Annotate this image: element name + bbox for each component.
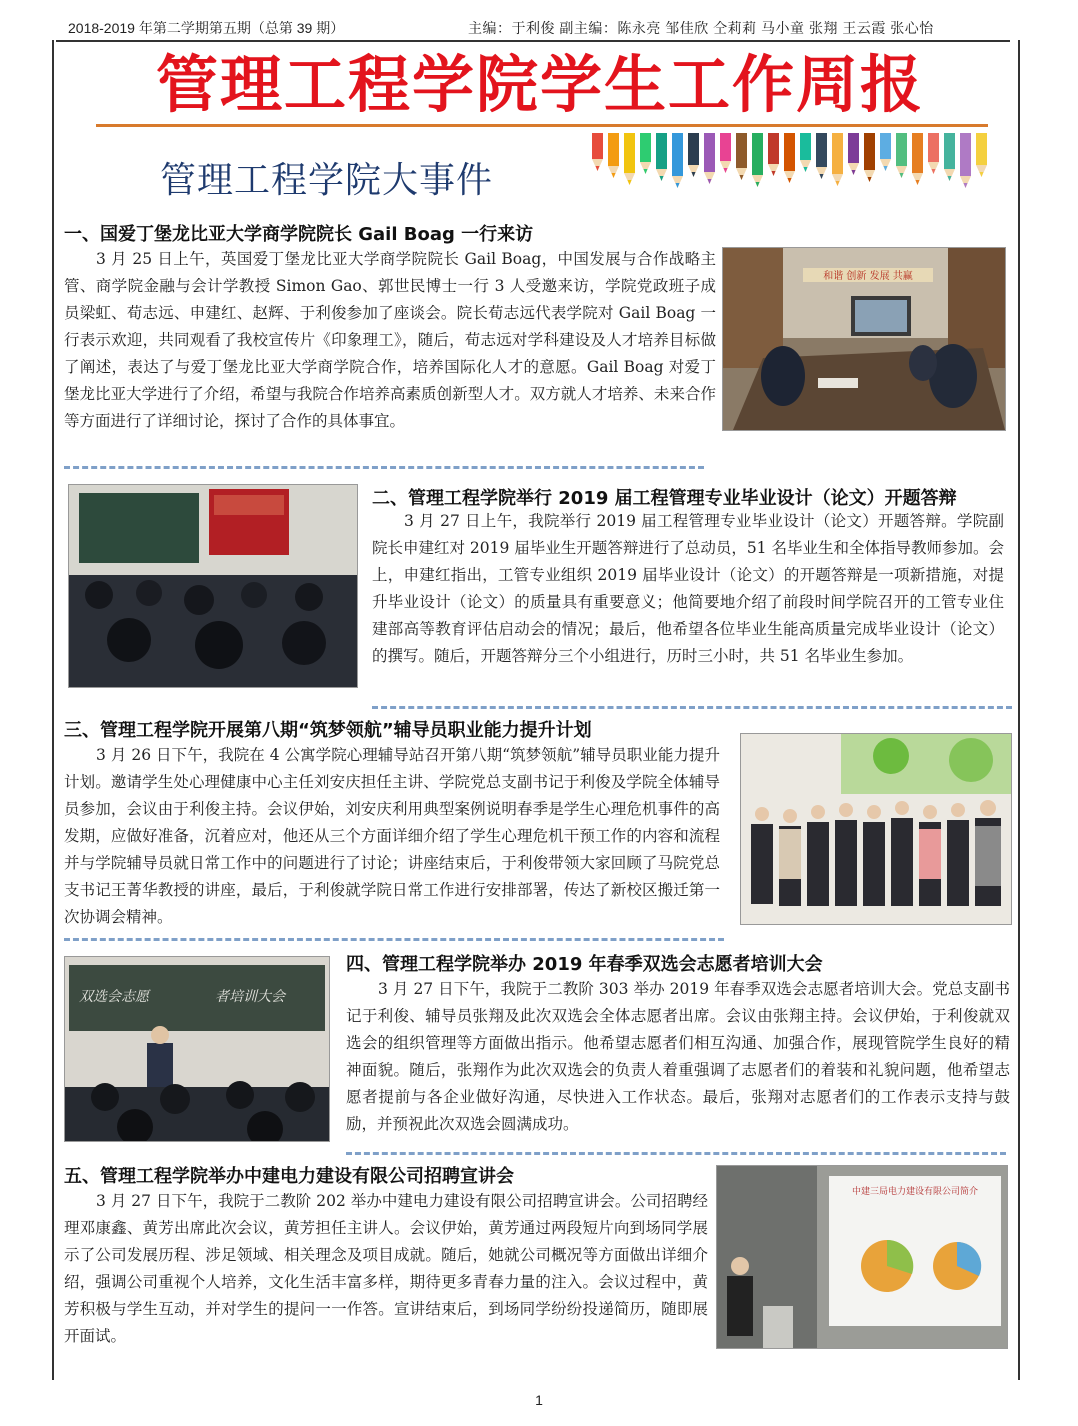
banner-text: 和谐 创新 发展 共赢 <box>823 271 913 282</box>
section-3-title: 三、管理工程学院开展第八期“筑梦领航”辅导员职业能力提升计划 <box>64 720 592 741</box>
right-border-line <box>1018 40 1020 1380</box>
masthead-rule <box>96 124 988 127</box>
header-rule <box>56 40 1010 42</box>
section-4-body: 3 月 27 日下午，我院于二教阶 303 举办 2019 年春季双选会志愿者培训大会。党总支副书记于利俊、辅导员张翔及此次双选会全体志愿者出席。会议由张翔主持。会议伊始，于利俊就双选会的组织管理等方面做出指示。他希望志愿者们相互沟通、加强合作，展现管院学生良好的精神面貌。随后，张翔作为此次双选会的负责人着重强调了志愿者们的着装和礼貌问题，他希望志愿者提前与各企业做好沟通，尽快进入工作状态。最后，张翔对志愿者们的工作表示支持与鼓励，并预祝此次双选会圆满成功。 <box>346 980 1010 1133</box>
section-3-body: 3 月 26 日下午，我院在 4 公寓学院心理辅导站召开第八期“筑梦领航”辅导员职业能力提升计划。邀请学生处心理健康中心主任刘安庆担任主讲、学院党总支副书记于利俊及学院全体辅导员参加，会议由于利俊主持。会议伊始，刘安庆利用典型案例说明春季是学生心理危机事件的高发期，应做好准备，沉着应对，他还从三个方面详细介绍了学生心理危机干预工作的内容和流程并与学院辅导员就日常工作中的问题进行了讨论；讲座结束后，于利俊带领大家回顾了马院党总支书记王菁华教授的讲座，最后，于利俊就学院日常工作进行安排部署，传达了新校区搬迁第一次协调会精神。 <box>64 746 720 926</box>
section-divider <box>372 706 1012 709</box>
section-divider <box>64 938 724 941</box>
section-4-title: 四、管理工程学院举办 2019 年春季双选会志愿者培训大会 <box>346 954 823 975</box>
photo-visit-meeting <box>722 247 1006 431</box>
section-5-body: 3 月 27 日下午，我院于二教阶 202 举办中建电力建设有限公司招聘宣讲会。公司招聘经理邓康鑫、黄芳出席此次会议，黄芳担任主讲人。会议伊始，黄芳通过两段短片向到场同学展示了公司发展历程、涉足领域、相关理念及项目成就。随后，她就公司概况等方面做出详细介绍，强调公司重视个人培养，文化生活丰富多样，期待更多青春力量的注入。会议过程中，黄芳积极与学生互动，并对学生的提问一一作答。宣讲结束后，到场同学纷纷投递简历，随即展开面试。 <box>64 1192 708 1345</box>
section-heading: 管理工程学院大事件 <box>160 160 494 201</box>
section-1-title: 一、国爱丁堡龙比亚大学商学院院长 Gail Boag 一行来访 <box>64 224 534 245</box>
board-text-left: 双选会志愿 <box>79 989 149 1005</box>
section-2-body: 3 月 27 日上午，我院举行 2019 届工程管理专业毕业设计（论文）开题答辩。学院副院长申建红对 2019 届毕业生开题答辩进行了总动员，51 名毕业生和全体指导教师参加。会上，申建红指出，工管专业组织 2019 届毕业设计（论文）的开题答辩是一项新措施，对提升毕业设计（论文）的质量具有重要意义；他简要地介绍了前段时间学院召开的工管专业住建部高等教育评估启动会的情况；最后，他希望各位毕业生能高质量完成毕业设计（论文）的撰写。随后，开题答辩分三个小组进行，历时三小时，共 51 名毕业生参加。 <box>372 512 1004 665</box>
slide-title: 中建三局电力建设有限公司简介 <box>851 1187 979 1197</box>
section-divider <box>346 1152 1006 1155</box>
photo-volunteer-training <box>64 956 330 1142</box>
left-border-line <box>52 40 54 1380</box>
editors-info: 主编：于利俊 副主编：陈永亮 邹佳欣 仝莉莉 马小童 张翔 王云霞 张心怡 <box>468 20 934 36</box>
board-text-right: 者培训大会 <box>215 989 285 1005</box>
photo-thesis-defense <box>68 484 358 688</box>
section-divider <box>64 466 704 469</box>
colored-pencils-decoration <box>588 133 998 193</box>
photo-recruitment-talk <box>716 1165 1008 1349</box>
section-1-body: 3 月 25 日上午，英国爱丁堡龙比亚大学商学院院长 Gail Boag，中国发展与合作战略主管、商学院金融与会计学教授 Simon Gao、郭世民博士一行 3 人受邀来访，学院党政班子成员梁虹、荀志远、申建红、赵辉、于利俊参加了座谈会。院长荀志远代表学院对 Gail Boag 一行表示欢迎，共同观看了我校宣传片《印象理工》，随后，荀志远对学科建设及人才培养目标做了阐述，表达了与爱丁堡龙比亚大学商学院合作，培养国际化人才的意愿。Gail Boag 对爱丁堡龙比亚大学进行了介绍，希望与我院合作培养高素质创新型人才。双方就人才培养、未来合作等方面进行了详细讨论，探讨了合作的具体事宜。 <box>64 250 716 430</box>
photo-counselor-group <box>740 733 1012 925</box>
masthead-title: 管理工程学院学生工作周报 <box>155 48 924 121</box>
section-5-title: 五、管理工程学院举办中建电力建设有限公司招聘宣讲会 <box>64 1166 514 1187</box>
section-2-title: 二、管理工程学院举行 2019 届工程管理专业毕业设计（论文）开题答辩 <box>372 488 957 509</box>
page-number: 1 <box>535 1392 543 1408</box>
issue-info: 2018-2019 年第二学期第五期（总第 39 期） <box>68 20 345 36</box>
